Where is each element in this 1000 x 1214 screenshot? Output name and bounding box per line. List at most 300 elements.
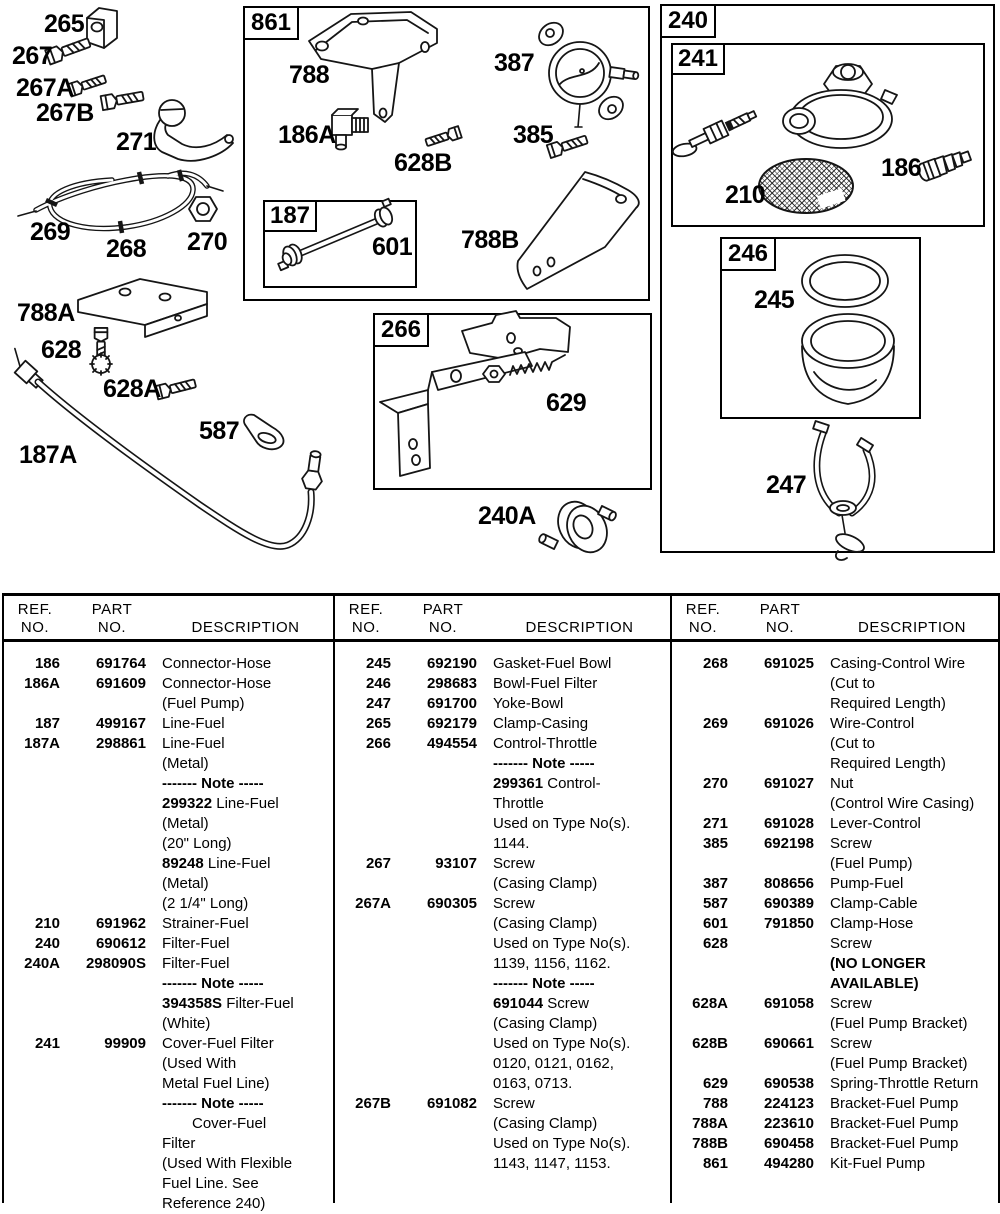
header-part-no: PART NO. (91, 601, 133, 636)
diagram-line-art (0, 0, 1000, 588)
part-587-clamp-cable (244, 415, 283, 450)
header-ref-no: REF. NO. (17, 601, 53, 636)
cell-part-no (64, 1054, 152, 1074)
part-label-267A: 267A (16, 74, 74, 102)
box-label-241: 241 (677, 45, 719, 72)
cell-ref-no (4, 994, 64, 1014)
cell-ref-no (672, 854, 732, 874)
part-186-connector-hose (917, 147, 973, 182)
part-247-yoke-bowl (813, 421, 873, 560)
cell-ref-no: 385 (702, 835, 728, 852)
cell-part-no: 223610 (763, 1115, 814, 1132)
cell-ref-no: 186 (34, 655, 60, 672)
part-label-387: 387 (494, 49, 535, 77)
cell-part-no (64, 1014, 152, 1034)
cell-description: 89248 Line-Fuel (162, 855, 271, 872)
cell-part-no: 691764 (95, 655, 146, 672)
cell-description: (White) (162, 1015, 211, 1032)
part-265-clamp-casing (87, 8, 117, 48)
cell-ref-no (4, 1054, 64, 1074)
cell-ref-no: 861 (702, 1155, 728, 1172)
cell-description: Casing-Control Wire (830, 655, 966, 672)
table-header (672, 596, 998, 642)
cell-description: Used on Type No(s). (493, 1135, 631, 1152)
cell-part-no (64, 1074, 152, 1094)
cell-ref-no (672, 1014, 732, 1034)
cell-part-no (395, 814, 483, 834)
cell-ref-no (4, 874, 64, 894)
cell-description: AVAILABLE) (830, 975, 919, 992)
part-label-186A: 186A (278, 121, 336, 149)
table-body (672, 642, 998, 1174)
cell-description: Screw (493, 895, 535, 912)
box-label-861: 861 (250, 9, 292, 36)
cell-part-no: 499167 (95, 715, 146, 732)
cell-description: (Cut to (830, 675, 876, 692)
cell-ref-no (672, 954, 732, 974)
cell-ref-no (335, 774, 395, 794)
part-label-186: 186 (881, 154, 922, 182)
cell-part-no (64, 834, 152, 854)
cell-part-no (732, 854, 820, 874)
cell-ref-no (335, 1134, 395, 1154)
cell-part-no (64, 854, 152, 874)
cell-description: Cover-Fuel (192, 1115, 267, 1132)
cell-description: ------- Note ----- (162, 975, 264, 992)
cell-part-no: 690458 (763, 1135, 814, 1152)
cell-ref-no (4, 1154, 64, 1174)
cell-ref-no (672, 1054, 732, 1074)
cell-part-no (732, 1014, 820, 1034)
cell-ref-no (335, 814, 395, 834)
cell-description: 0163, 0713. (493, 1075, 573, 1092)
part-label-629: 629 (546, 389, 587, 417)
cell-part-no (732, 934, 820, 954)
cell-ref-no: 265 (365, 715, 391, 732)
cell-description: Gasket-Fuel Bowl (493, 655, 612, 672)
table-header (4, 596, 333, 642)
cell-part-no: 692198 (763, 835, 814, 852)
part-267B-screw (101, 89, 145, 110)
cell-ref-no: 187A (24, 735, 60, 752)
cell-part-no (395, 974, 483, 994)
cell-ref-no: 246 (365, 675, 391, 692)
cell-ref-no (335, 914, 395, 934)
cell-description: Wire-Control (830, 715, 915, 732)
table-column-3 (670, 596, 998, 1203)
part-788B-bracket-fuel-pump (517, 172, 638, 289)
parts-diagram (0, 0, 1000, 588)
cell-description: Screw (830, 935, 872, 952)
cell-description: ------- Note ----- (162, 1095, 264, 1112)
header-ref-no: REF. NO. (685, 601, 721, 636)
cell-description: (2 1/4" Long) (162, 895, 249, 912)
cell-description: Used on Type No(s). (493, 1035, 631, 1052)
cell-description: 299322 Line-Fuel (162, 795, 279, 812)
cell-description: (Used With Flexible (162, 1155, 293, 1172)
part-label-601: 601 (372, 233, 413, 261)
cell-description: Used on Type No(s). (493, 815, 631, 832)
cell-part-no (395, 1034, 483, 1054)
cell-part-no (395, 874, 483, 894)
cell-ref-no (4, 1134, 64, 1154)
cell-description: (Casing Clamp) (493, 915, 598, 932)
cell-ref-no: 240 (34, 935, 60, 952)
cell-description: Bracket-Fuel Pump (830, 1095, 959, 1112)
cell-part-no (395, 1054, 483, 1074)
part-label-587: 587 (199, 417, 240, 445)
part-label-187A: 187A (19, 441, 77, 469)
cell-ref-no: 186A (24, 675, 60, 692)
cell-ref-no (335, 754, 395, 774)
box-label-266: 266 (380, 316, 422, 343)
header-description: DESCRIPTION (191, 619, 300, 636)
cell-description: Screw (830, 995, 872, 1012)
cell-description: (Fuel Pump Bracket) (830, 1055, 968, 1072)
cell-part-no: 690612 (95, 935, 146, 952)
cell-part-no (64, 874, 152, 894)
cell-description: Line-Fuel (162, 735, 225, 752)
part-271-lever-control (154, 100, 233, 161)
cell-description: 691044 Screw (493, 995, 589, 1012)
table-column-2 (333, 596, 670, 1203)
cell-ref-no: 587 (702, 895, 728, 912)
cell-description: Fuel Line. See (162, 1175, 259, 1192)
cell-part-no (64, 1094, 152, 1114)
cell-ref-no (4, 854, 64, 874)
cell-ref-no (672, 794, 732, 814)
cell-description: Screw (830, 1035, 872, 1052)
cell-description: Screw (493, 1095, 535, 1112)
part-label-271: 271 (116, 128, 157, 156)
cell-part-no (395, 1134, 483, 1154)
cell-description: Lever-Control (830, 815, 921, 832)
cell-ref-no: 269 (702, 715, 728, 732)
cell-description: (Casing Clamp) (493, 1015, 598, 1032)
part-label-385: 385 (513, 121, 554, 149)
part-270-nut (189, 197, 217, 221)
cell-ref-no (335, 1074, 395, 1094)
box-label-246: 246 (727, 240, 769, 267)
cell-description: (Fuel Pump) (162, 695, 245, 712)
cell-part-no (732, 954, 820, 974)
cell-ref-no: 628B (692, 1035, 728, 1052)
cell-ref-no (4, 814, 64, 834)
cell-part-no: 691058 (763, 995, 814, 1012)
cell-part-no (395, 754, 483, 774)
cell-part-no (395, 954, 483, 974)
table-header (335, 596, 670, 642)
part-628B-screw (425, 126, 462, 148)
cell-description: Connector-Hose (162, 655, 272, 672)
cell-ref-no (672, 974, 732, 994)
cell-description: Filter-Fuel (162, 935, 230, 952)
cell-description: (Fuel Pump Bracket) (830, 1015, 968, 1032)
cell-ref-no: 240A (24, 955, 60, 972)
cell-part-no: 298861 (95, 735, 146, 752)
cell-description: Yoke-Bowl (493, 695, 564, 712)
part-label-267B: 267B (36, 99, 94, 127)
part-label-788B: 788B (461, 226, 519, 254)
cell-part-no: 690661 (763, 1035, 814, 1052)
cell-part-no (395, 994, 483, 1014)
part-label-265: 265 (44, 10, 85, 38)
cell-part-no: 224123 (763, 1095, 814, 1112)
part-label-788: 788 (289, 61, 330, 89)
cell-ref-no (335, 1014, 395, 1034)
cell-description: Screw (830, 835, 872, 852)
cell-description: (Used With (162, 1055, 237, 1072)
cell-description: Spring-Throttle Return (830, 1075, 979, 1092)
cell-description: Screw (493, 855, 535, 872)
cell-ref-no: 628A (692, 995, 728, 1012)
cell-ref-no (4, 1094, 64, 1114)
part-label-788A: 788A (17, 299, 75, 327)
cell-part-no (732, 694, 820, 714)
cell-ref-no: 187 (34, 715, 60, 732)
cell-ref-no: 601 (702, 915, 728, 932)
cell-part-no (64, 814, 152, 834)
cell-description: 299361 Control- (493, 775, 601, 792)
cell-ref-no (4, 794, 64, 814)
cell-part-no (64, 694, 152, 714)
part-label-270: 270 (187, 228, 228, 256)
header-part-no: PART NO. (759, 601, 801, 636)
cell-part-no (395, 1154, 483, 1174)
cell-description: Metal Fuel Line) (162, 1075, 270, 1092)
part-label-245: 245 (754, 286, 795, 314)
header-part-no: PART NO. (422, 601, 464, 636)
cell-description: Clamp-Hose (830, 915, 914, 932)
cell-ref-no (4, 1014, 64, 1034)
cell-part-no: 298683 (426, 675, 477, 692)
cell-part-no (395, 934, 483, 954)
cell-ref-no: 788A (692, 1115, 728, 1132)
cell-description: (20" Long) (162, 835, 232, 852)
part-label-210: 210 (725, 181, 766, 209)
cell-description: ------- Note ----- (493, 755, 595, 772)
part-label-628B: 628B (394, 149, 452, 177)
cell-part-no: 691700 (426, 695, 477, 712)
cell-part-no (395, 1074, 483, 1094)
part-label-269: 269 (30, 218, 71, 246)
cell-description: 1144. (493, 835, 530, 852)
cell-description: Kit-Fuel Pump (830, 1155, 926, 1172)
cell-part-no: 691082 (426, 1095, 477, 1112)
parts-list-table (2, 593, 1000, 1212)
cell-ref-no (672, 754, 732, 774)
cell-ref-no: 271 (702, 815, 728, 832)
cell-ref-no (335, 1054, 395, 1074)
cell-part-no: 808656 (763, 875, 814, 892)
cell-part-no: 691609 (95, 675, 146, 692)
cell-ref-no (335, 954, 395, 974)
cell-ref-no (335, 834, 395, 854)
cell-part-no (732, 754, 820, 774)
cell-part-no: 690389 (763, 895, 814, 912)
cell-part-no: 93107 (435, 855, 477, 872)
cell-description: Throttle (493, 795, 544, 812)
cell-ref-no (672, 734, 732, 754)
cell-part-no: 692179 (426, 715, 477, 732)
cell-description: Cover-Fuel Filter (162, 1035, 274, 1052)
cell-part-no: 691962 (95, 915, 146, 932)
cell-ref-no: 267 (365, 855, 391, 872)
cell-ref-no: 245 (365, 655, 391, 672)
cell-ref-no: 788B (692, 1135, 728, 1152)
header-ref-no: REF. NO. (348, 601, 384, 636)
part-label-628: 628 (41, 336, 82, 364)
cell-description: Required Length) (830, 695, 946, 712)
cell-ref-no (4, 774, 64, 794)
cell-description: (Casing Clamp) (493, 1115, 598, 1132)
table-column-1 (4, 596, 333, 1212)
cell-part-no (64, 774, 152, 794)
cell-description: Bracket-Fuel Pump (830, 1135, 959, 1152)
cell-ref-no (4, 1114, 64, 1134)
cell-part-no (395, 1014, 483, 1034)
cell-description: 394358S Filter-Fuel (162, 995, 294, 1012)
cell-ref-no (335, 1114, 395, 1134)
cell-part-no (732, 1054, 820, 1074)
part-label-247: 247 (766, 471, 807, 499)
cell-ref-no: 266 (365, 735, 391, 752)
cell-part-no (64, 1134, 152, 1154)
cell-part-no: 494554 (426, 735, 477, 752)
cell-part-no (395, 1114, 483, 1134)
part-387-pump-fuel (535, 18, 639, 127)
cell-ref-no (335, 1034, 395, 1054)
cell-ref-no: 268 (702, 655, 728, 672)
cell-ref-no (672, 674, 732, 694)
cell-description: Reference 240) (162, 1195, 266, 1212)
table-body (335, 642, 670, 1174)
header-description: DESCRIPTION (525, 619, 634, 636)
cell-description: 1139, 1156, 1162. (493, 955, 611, 972)
cell-description: Filter (162, 1135, 196, 1152)
cell-part-no: 691028 (763, 815, 814, 832)
part-266-control-throttle (380, 311, 570, 476)
cell-part-no: 99909 (104, 1035, 146, 1052)
part-valve-fitting (668, 107, 760, 164)
cell-part-no (64, 754, 152, 774)
cell-description: Bowl-Fuel Filter (493, 675, 598, 692)
cell-part-no (732, 674, 820, 694)
cell-ref-no: 267A (355, 895, 391, 912)
cell-part-no (64, 794, 152, 814)
part-246-bowl-fuel-filter (802, 314, 894, 404)
cell-part-no (64, 1174, 152, 1194)
cell-part-no: 692190 (426, 655, 477, 672)
cell-description: ------- Note ----- (162, 775, 264, 792)
cell-part-no: 691027 (763, 775, 814, 792)
cell-part-no: 690538 (763, 1075, 814, 1092)
cell-ref-no (4, 754, 64, 774)
cell-part-no (395, 834, 483, 854)
cell-ref-no (4, 1194, 64, 1214)
cell-description: Pump-Fuel (830, 875, 904, 892)
cell-description: (NO LONGER (830, 955, 926, 972)
cell-part-no: 690305 (426, 895, 477, 912)
part-245-gasket-fuel-bowl (802, 255, 888, 307)
cell-description: (Cut to (830, 735, 876, 752)
cell-description: Filter-Fuel (162, 955, 230, 972)
cell-ref-no (335, 874, 395, 894)
cell-ref-no: 387 (702, 875, 728, 892)
part-label-267: 267 (12, 42, 53, 70)
cell-part-no: 691025 (763, 655, 814, 672)
cell-description: 1143, 1147, 1153. (493, 1155, 611, 1172)
cell-ref-no (335, 994, 395, 1014)
cell-part-no: 494280 (763, 1155, 814, 1172)
cell-part-no (395, 794, 483, 814)
cell-description: (Casing Clamp) (493, 875, 598, 892)
cell-part-no (64, 974, 152, 994)
cell-description: (Metal) (162, 815, 209, 832)
cell-ref-no: 267B (355, 1095, 391, 1112)
cell-part-no (64, 1154, 152, 1174)
cell-ref-no (335, 794, 395, 814)
cell-ref-no: 270 (702, 775, 728, 792)
cell-description: Strainer-Fuel (162, 915, 249, 932)
cell-part-no (732, 794, 820, 814)
cell-description: (Metal) (162, 875, 209, 892)
part-label-240A: 240A (478, 502, 536, 530)
header-description: DESCRIPTION (857, 619, 966, 636)
part-628-screw (90, 328, 112, 375)
cell-ref-no (4, 834, 64, 854)
cell-ref-no (672, 694, 732, 714)
cell-part-no (732, 734, 820, 754)
cell-ref-no: 247 (365, 695, 391, 712)
cell-ref-no: 241 (34, 1035, 60, 1052)
part-186A-connector-hose (332, 109, 368, 150)
box-label-187: 187 (269, 202, 311, 229)
cell-description: Connector-Hose (162, 675, 272, 692)
part-210-strainer-fuel (759, 159, 853, 213)
cell-description: ------- Note ----- (493, 975, 595, 992)
cell-ref-no (4, 974, 64, 994)
cell-description: (Metal) (162, 755, 209, 772)
cell-description: (Fuel Pump) (830, 855, 913, 872)
cell-description: Used on Type No(s). (493, 935, 631, 952)
cell-part-no (64, 994, 152, 1014)
cell-ref-no: 788 (702, 1095, 728, 1112)
cell-part-no (395, 914, 483, 934)
cell-part-no (732, 974, 820, 994)
cell-ref-no: 628 (702, 935, 728, 952)
table-body (4, 642, 333, 1214)
part-241-cover-fuel-filter (783, 64, 897, 148)
box-label-240: 240 (667, 7, 709, 34)
cell-part-no (395, 774, 483, 794)
part-label-268: 268 (106, 235, 147, 263)
cell-ref-no (335, 974, 395, 994)
cell-description: Nut (830, 775, 854, 792)
cell-description: Line-Fuel (162, 715, 225, 732)
cell-description: Clamp-Cable (830, 895, 918, 912)
cell-part-no: 298090S (85, 955, 146, 972)
cell-part-no (64, 1114, 152, 1134)
cell-ref-no: 210 (34, 915, 60, 932)
cell-ref-no (335, 1154, 395, 1174)
cell-ref-no (4, 894, 64, 914)
cell-description: (Control Wire Casing) (830, 795, 975, 812)
cell-description: 0120, 0121, 0162, (493, 1055, 614, 1072)
cell-ref-no: 629 (702, 1075, 728, 1092)
cell-ref-no (4, 1174, 64, 1194)
part-label-628A: 628A (103, 375, 161, 403)
